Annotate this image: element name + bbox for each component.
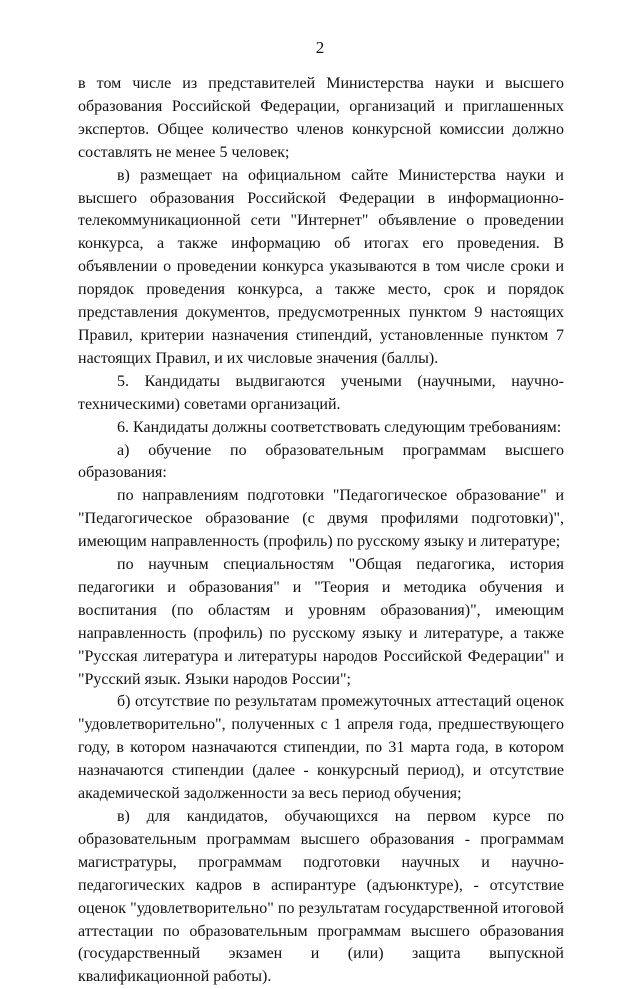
- page-number: 2: [315, 38, 325, 57]
- paragraph-announcement: в) размещает на официальном сайте Министерства науки и высшего образования Российской Федерации в информационно-телекоммуникационной сети "Интернет" объявление о проведении конкурса, а также информацию об итогах его проведения. В объявлении о проведении конкурса указываются в том числе сроки и порядок проведения конкурса, а также место, срок и порядок представления документов, предусмотренных пунктом 9 настоящих Правил, критерии назначения стипендий, установленные пунктом 7 настоящих Правил, и их числовые значения (баллы).: [78, 166, 564, 367]
- paragraph-candidates-nominated: 5. Кандидаты выдвигаются учеными (научными, научно-техническими) советами организаций.: [78, 372, 564, 413]
- paragraph-candidate-requirements: 6. Кандидаты должны соответствовать следующим требованиям:: [117, 418, 562, 436]
- paragraph-requirement-b: б) отсутствие по результатам промежуточных аттестаций оценок "удовлетворительно", полученных с 1 апреля года, предшествующего году, в котором назначаются стипендии, по 31 марта года, в котором назначаются стипендии (далее - конкурсный период), и отсутствие академической задолженности за весь период обучения;: [78, 693, 564, 803]
- paragraph-requirement-a: а) обучение по образовательным программам высшего образования:: [78, 441, 564, 482]
- paragraph-scientific-specialties: по научным специальностям "Общая педагогика, история педагогики и образования" и "Теория и методика обучения и воспитания (по областям и уровням образования)", имеющим направленность (профиль) по русскому языку и литературе, а также "Русская литература и литературы народов Российской Федерации" и "Русский язык. Языки народов России";: [78, 556, 564, 688]
- paragraph-commission-members: в том числе из представителей Министерства науки и высшего образования Российской Федерации, организаций и приглашенных экспертов. Общее количество членов конкурсной комиссии должно составлять не менее 5 человек;: [78, 75, 564, 161]
- document-body: [78, 73, 564, 989]
- paragraph-requirement-v: в) для кандидатов, обучающихся на первом курсе по образовательным программам высшего образования - программам магистратуры, программам подготовки научных и научно-педагогических кадров в аспирантуре (адъюнктуре), - отсутствие оценок "удовлетворительно" по результатам государственной итоговой аттестации по образовательным программам высшего образования (государственный экзамен и (или) защита выпускной квалификационной работы).: [78, 808, 564, 986]
- paragraph-training-directions: по направлениям подготовки "Педагогическое образование" и "Педагогическое образование (с двумя профилями подготовки)", имеющим направленность (профиль) по русскому языку и литературе;: [78, 487, 564, 551]
